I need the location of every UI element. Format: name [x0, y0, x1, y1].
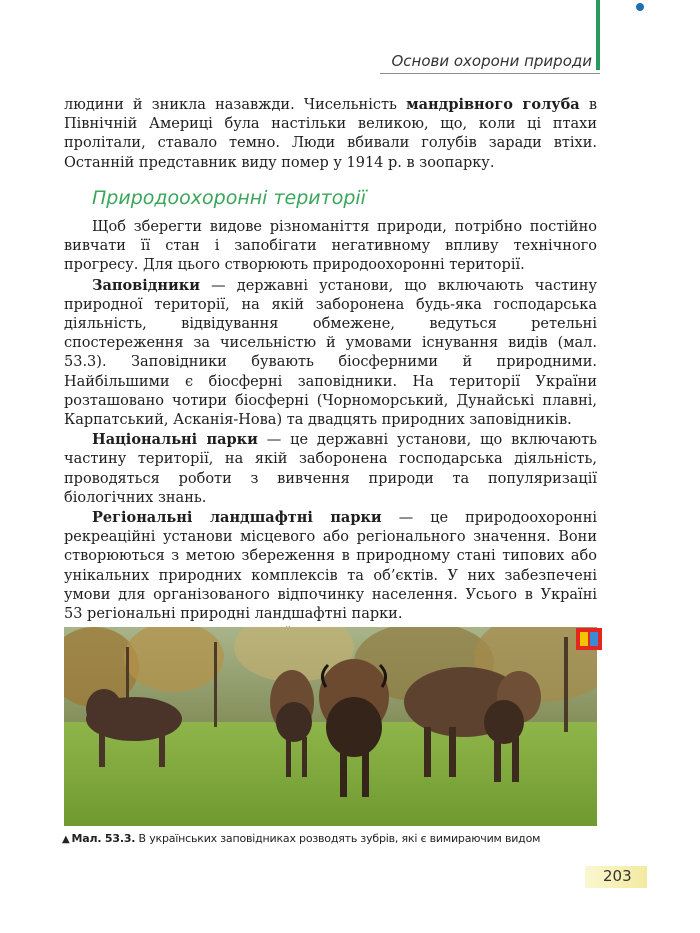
triangle-icon: ▲ [62, 834, 70, 845]
figure-ref: Мал. 53.3. [71, 832, 136, 845]
bison-photo [64, 627, 597, 826]
main-text [64, 95, 597, 664]
publisher-logo-icon [636, 2, 646, 12]
page-number: 203 [603, 867, 632, 885]
term-national-parks: Національні парки [92, 431, 258, 449]
book-icon [576, 628, 602, 650]
paragraph-reserves: Заповідники — державні установи, що включають частину природної території, на якій заборонена будь-яка господарська діяльність, відвідування обмежене, ведуться ретельні спостереження за чисельністю й умовами існування видів (мал. 53.3). Заповідники бувають біосферними й природними. Найбільшими є біосферні заповідники. На території України розташовано чотири біосферні (Чорноморський, Дунайські плавні, Карпатський, Асканія-Нова) та двадцять природних заповідників. [64, 276, 597, 429]
paragraph-protected-areas: Щоб зберегти видове різноманіття природи, потрібно постійно вивчати її стан і запобігати негативному впливу технічного прогресу. Для цього створюють природоохоронні території. [64, 219, 597, 274]
term-passenger-pigeon: мандрівного голуба [406, 96, 580, 113]
header-rule [380, 73, 600, 74]
figure-caption [62, 832, 602, 845]
intro-paragraph: людини й зникла назавжди. Чисельність мандрівного голуба в Північній Америці була настільки великою, що, коли ці птахи пролітали, ставало темно. Люди вбивали голубів заради втіхи. Останній представник виду помер у 1914 р. в зоопарку. [64, 96, 597, 171]
paragraph-national-parks: Національні парки — це державні установи, що включають частину території, на якій заборонена господарська діяльність, проводяться роботи з вивчення природи та популяризації біологічних знань. [64, 431, 597, 506]
term-reserves: Заповідники [92, 276, 200, 294]
running-title: Основи охорони природи [391, 52, 592, 70]
figure-caption-text: В українських заповідниках розводять зубрів, які є вимираючим видом [135, 832, 541, 845]
paragraph-regional-parks: Регіональні ландшафтні парки — це природоохоронні рекреаційні установи місцевого або регіонального значення. Вони створюються з метою збереження в природному стані типових або унікальних природних комплексів та об’єктів. У них забезпечені умови для організованого відпочинку населення. Усього в Україні 53 регіональні природні ландшафтні парки. [64, 509, 597, 623]
section-title: Природоохоронні території [92, 186, 366, 209]
header-accent-bar [596, 0, 600, 70]
term-regional-parks: Регіональні ландшафтні парки [92, 509, 382, 527]
